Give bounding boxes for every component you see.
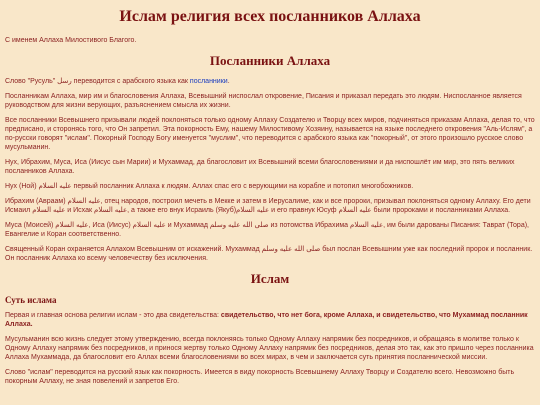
paragraph-scriptures: Муса (Моисей) عليه السلام, Иса (Иисус) عليه السلام и Мухаммад صلى الله عليه وسلم из потомства Ибрахима عليه السلام, им были дарованы Писания: Таврат (Тора), Евангелие и Коран соответственно. bbox=[5, 222, 529, 238]
rusul-text-after: . bbox=[227, 78, 230, 85]
section-heading-islam: Ислам bbox=[250, 271, 290, 286]
paragraph-worship: Все посланники Всевышнего призывали людей поклоняться только одному Аллаху Создателю и Творцу всех миров, подчиняться приказам Аллаха, делая то, что предписано, и сторонясь того, что Он запретил. Эта покорность Ему, нашему Милостивому Хозяину, называется на языке последнего откровения "Аль-Ислям", а по-русски говорят "ислам". Покорный Господу Богу именуется "муслим", что переводится с арабского языка как "покорный", от этого произошло русское слово мусульманин. bbox=[5, 117, 535, 151]
rusul-text-before: Слово "Русуль" رسل переводится с арабского языка как bbox=[5, 78, 190, 85]
paragraph-muslim-worship: Мусульманин всю жизнь следует этому утверждению, всегда поклоняясь только Одному Аллаху напрямик без посредников, и обращаясь в молитве только к Одному Аллаху напрямик без посредников, и принося жертву только Одному Аллаху напрямик без посредников, делая это так, как это пришло через посланника Аллаха Мухаммада, да благословит его Аллах всеми благословениями во всех мирах, в чем и заключается суть принятия посланнической миссии. bbox=[5, 336, 534, 361]
section-heading-messengers: Посланники Аллаха bbox=[209, 53, 331, 68]
paragraph-quran: Священный Коран охраняется Аллахом Всевышним от искажений. Мухаммад صلى الله عليه وسلم был послан Всевышним уже как последний пророк и посланник. Он посланник Аллаха ко всему человечеству без исключения. bbox=[5, 246, 533, 262]
paragraph-revelation: Посланникам Аллаха, мир им и благословения Аллаха, Всевышний ниспослал откровение, Писания и приказал передать это людям. Ниспосланное является руководством для жизни верующих, разъяснением смысла их жизни. bbox=[5, 93, 522, 109]
testimony-bold: свидетельство, что нет бога, кроме Аллаха, и свидетельство, что Мухаммад посланник Аллаха. bbox=[5, 312, 528, 328]
testimony-plain: Первая и главная основа религии ислам - это два свидетельства: bbox=[5, 312, 221, 319]
paragraph-nuh: Нух (Ной) عليه السلام первый посланник Аллаха к людям. Аллах спас его с верующими на корабле и потопил многобожников. bbox=[5, 183, 414, 190]
paragraph-five-messengers: Нух, Ибрахим, Муса, Иса (Иисус сын Марии) и Мухаммад, да благословит их Всевышний всеми благословениями и да ниспошлёт им мир, это пять великих посланников Аллаха. bbox=[5, 159, 515, 175]
intro-text: С именем Аллаха Милостивого Благого. bbox=[5, 37, 137, 44]
messengers-link[interactable]: посланники bbox=[189, 78, 228, 85]
paragraph-islam-meaning: Слово "ислам" переводится на русский язык как покорность. Имеется в виду покорность Всевышнему Аллаху Творцу и Создателю всего. Невозможно быть покорным Аллаху, не зная повелений и запретов Его. bbox=[5, 369, 515, 385]
subheading-essence: Суть ислама bbox=[5, 295, 57, 305]
paragraph-ibrahim: Ибрахим (Авраам) عليه السلام, отец народов, построил мечеть в Мекке и затем в Иерусалиме, как и все пророки, призывал поклоняться одному Аллаху. Его дети Исмаил عليه السلام и Исхак عليه السلام, а также его внук Исраиль (Якуб)عليه السلام и его правнук Юсуф عليه السلام были пророками и посланниками Аллаха. bbox=[5, 198, 531, 214]
paragraph-testimony bbox=[5, 311, 535, 329]
page-title: Ислам религия всех посланников Аллаха bbox=[119, 8, 421, 25]
paragraph-rusul bbox=[5, 77, 535, 86]
